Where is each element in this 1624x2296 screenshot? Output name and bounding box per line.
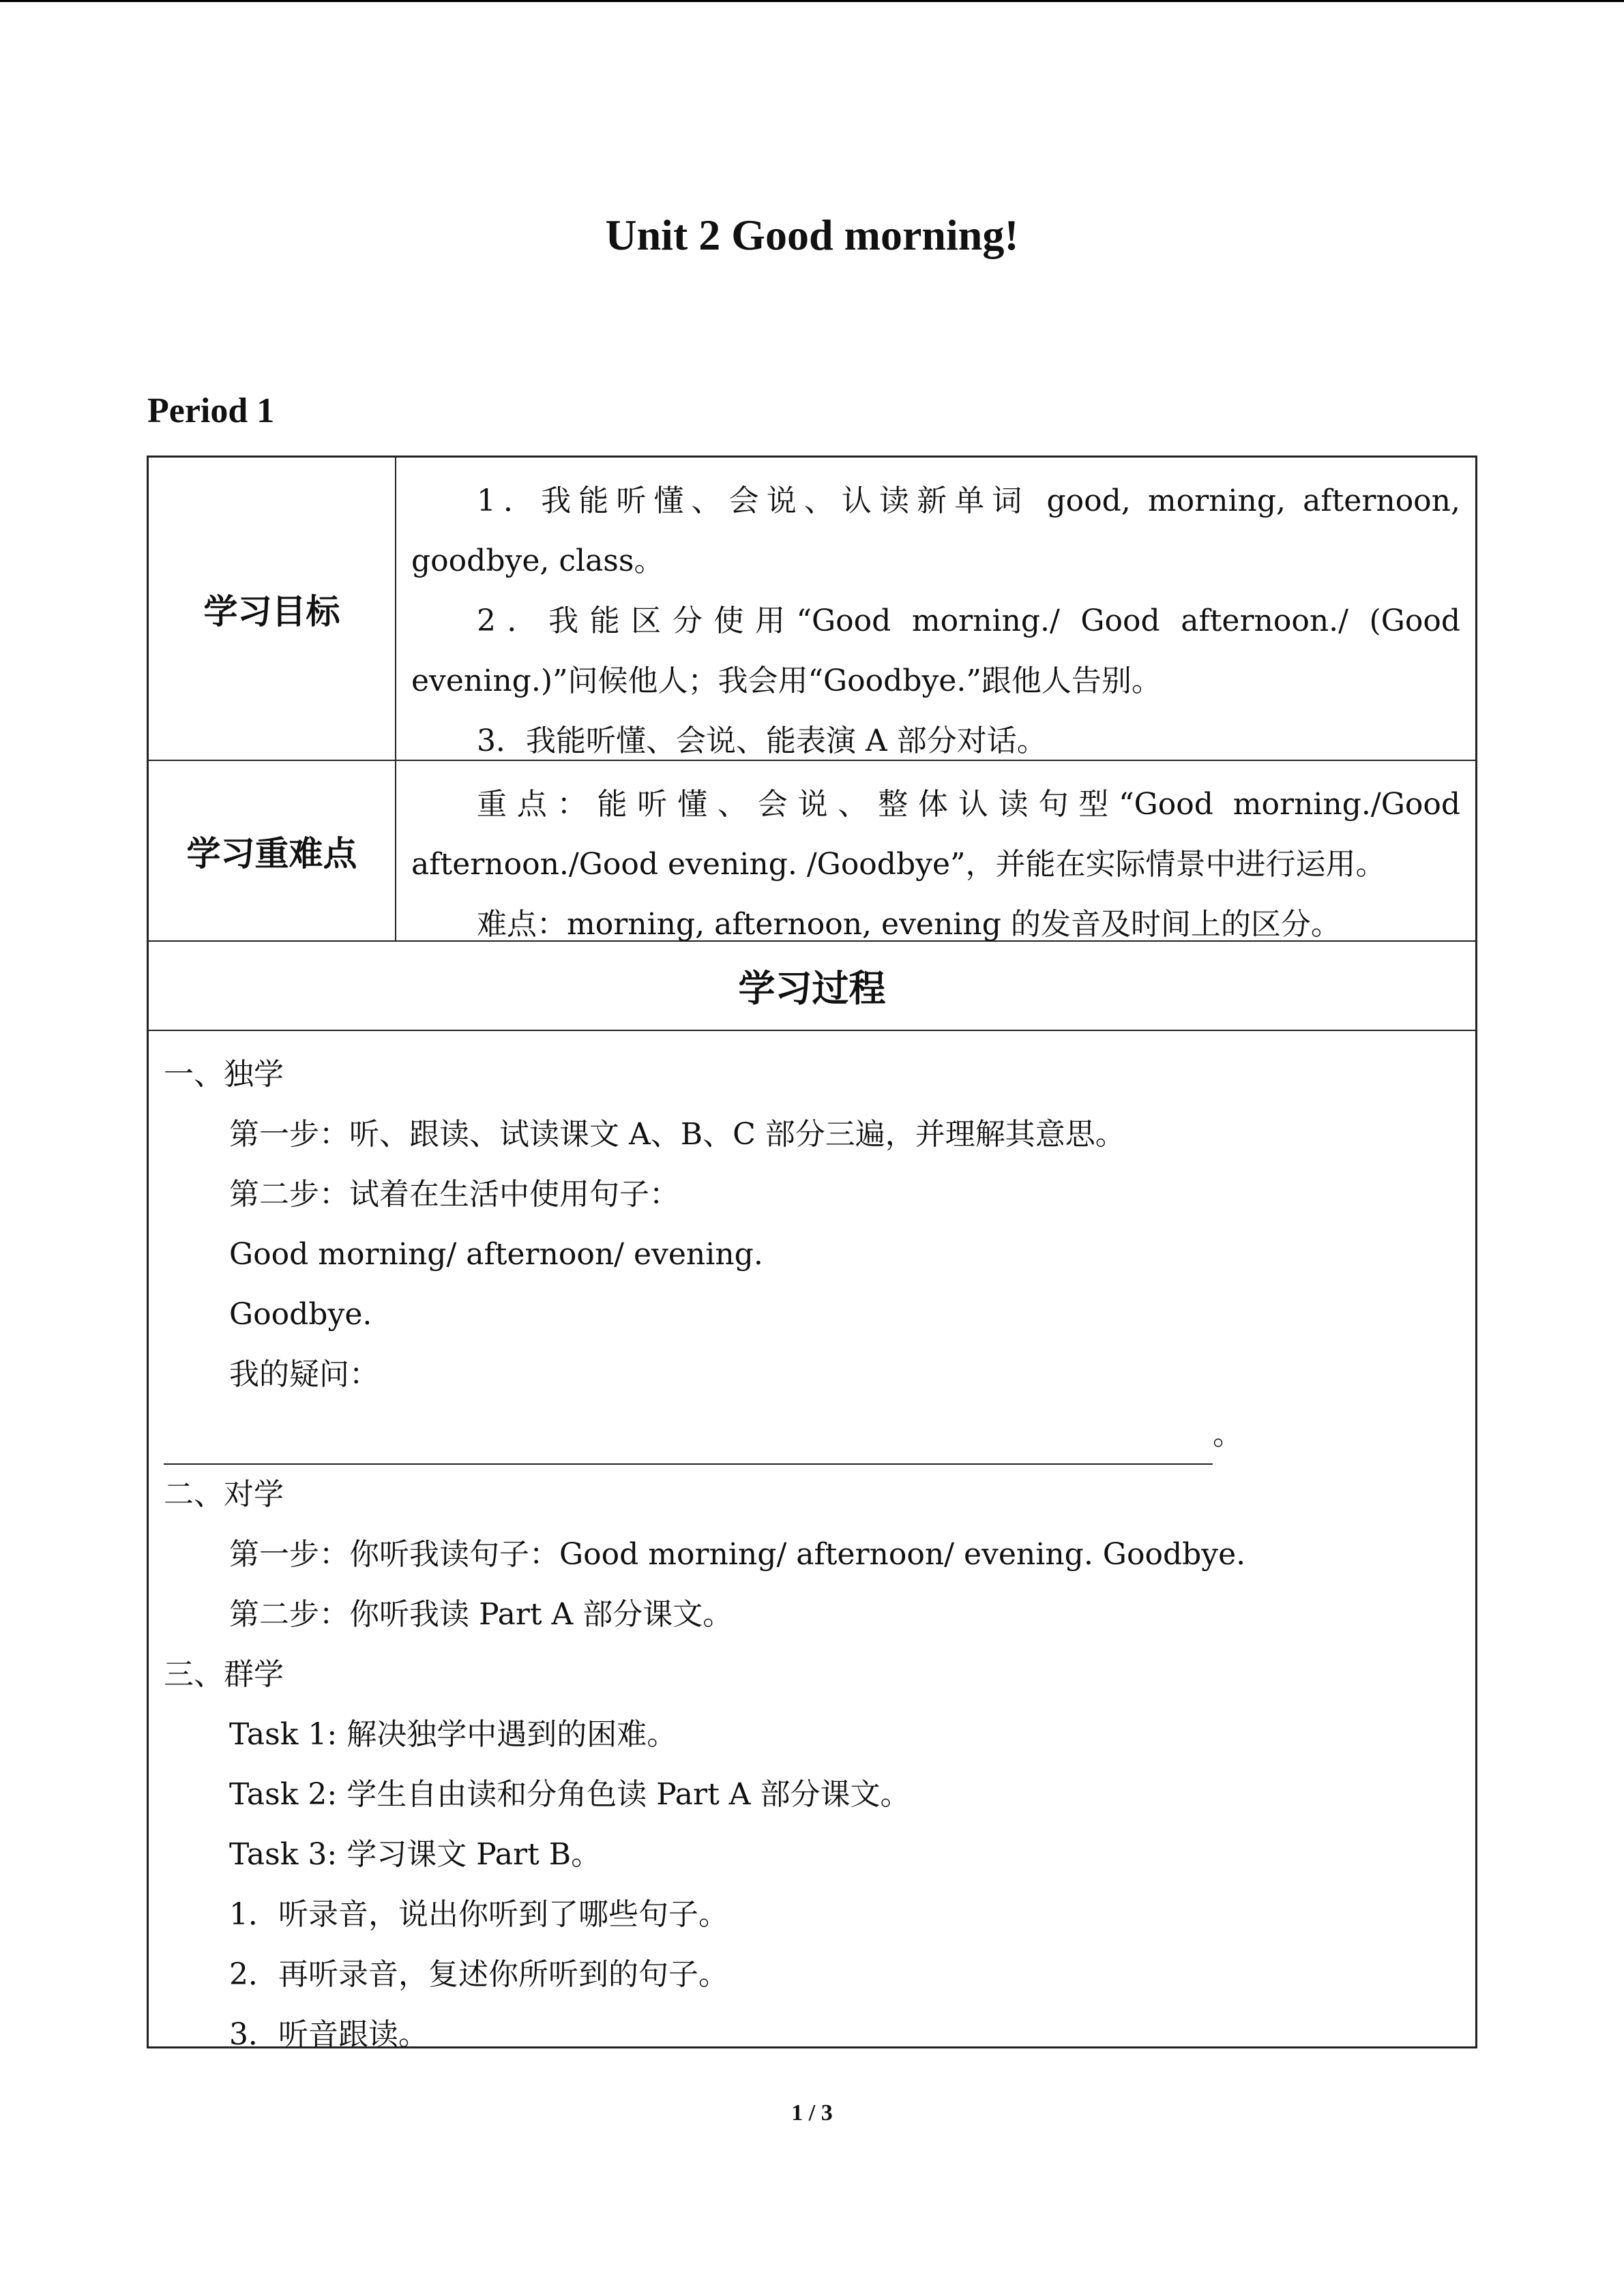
question-answer-line[interactable] [164,1405,1460,1465]
task-text: Task 1: 解决独学中遇到的困难。 [229,1717,677,1752]
page-top-border [0,0,1624,2]
key-points-row [149,761,1475,942]
blank-end-mark: 。 [1213,1417,1243,1452]
goals-content [396,458,1475,760]
step-text: 第一步：听、跟读、试读课文 A、B、C 部分三遍，并理解其意思。 [229,1117,1125,1152]
task-text: Task 3: 学习课文 Part B。 [229,1837,602,1872]
sub-step-text: 1．听录音，说出你听到了哪些句子。 [229,1897,728,1932]
key-points-label: 学习重难点 [149,761,396,940]
document-title: Unit 2 Good morning! [605,211,1019,259]
lesson-table [147,456,1477,2052]
sub-step-text: 2．再听录音，复述你所听到的句子。 [229,1957,728,1992]
step-text: 第一步：你听我读句子：Good morning/ afternoon/ evening. Goodbye. [229,1537,1246,1572]
step-text: 第二步：试着在生活中使用句子： [229,1177,679,1212]
section-heading-pair: 二、对学 [164,1477,284,1512]
goal-item: 3．我能听懂、会说、能表演 A 部分对话。 [477,724,1047,758]
process-heading: 学习过程 [738,967,886,1010]
section-heading-group: 三、群学 [164,1657,284,1692]
answer-blank[interactable] [164,1422,1213,1465]
goals-label: 学习目标 [149,458,396,760]
process-header-row [149,942,1475,1031]
section-heading-independent: 一、独学 [164,1057,284,1092]
period-heading: Period 1 [147,391,275,430]
sub-step-text: 3．听音跟读。 [229,2017,428,2052]
question-label: 我的疑问： [229,1357,379,1392]
step-text: 第二步：你听我读 Part A 部分课文。 [229,1597,733,1632]
key-points-content [396,761,1475,940]
process-content [149,1031,1475,2065]
goal-item: 1．我能听懂、会说、认读新单词 good, morning, afternoon, goodbye, class。 [411,483,1460,578]
task-text: Task 2: 学生自由读和分角色读 Part A 部分课文。 [229,1777,911,1812]
page-number: 1 / 3 [791,2100,833,2126]
goals-row [149,458,1475,761]
example-sentence: Good morning/ afternoon/ evening. [229,1237,763,1272]
difficulty-item: 难点：morning, afternoon, evening 的发音及时间上的区分。 [477,907,1341,942]
goal-item: 2．我能区分使用“Good morning./ Good afternoon./ (Good evening.)”问候他人；我会用“Goodbye.”跟他人告别。 [411,603,1460,698]
example-sentence: Goodbye. [229,1297,372,1332]
key-point-item: 重点：能听懂、会说、整体认读句型“Good morning./Good afternoon./Good evening. /Goodbye”，并能在实际情景中进行运用。 [411,787,1460,882]
